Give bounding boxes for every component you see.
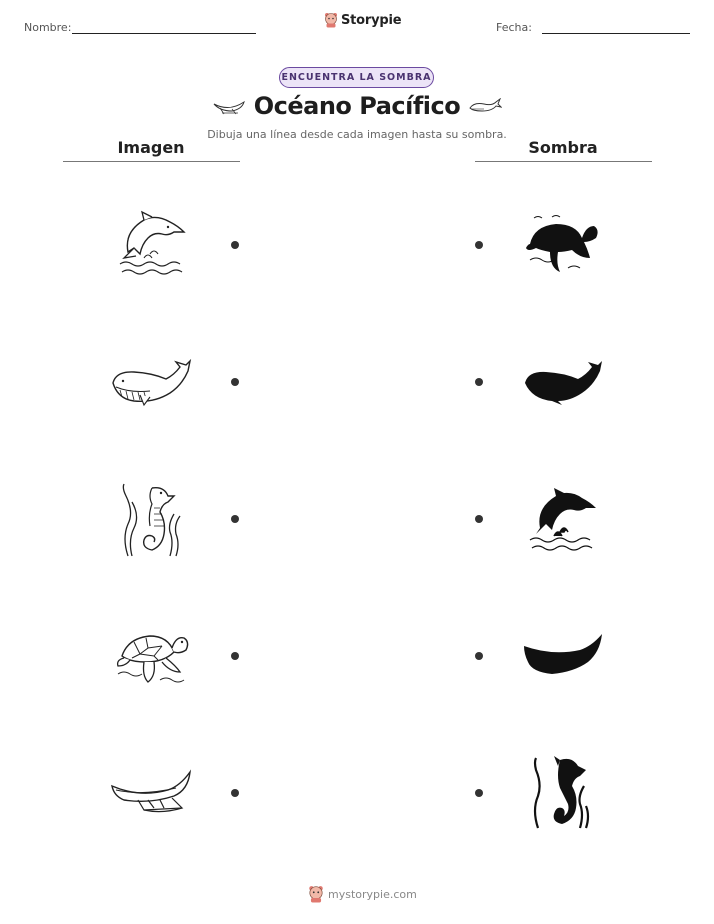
turtle-shadow-icon	[524, 214, 600, 274]
dolphin-outline-icon	[114, 208, 188, 278]
dolphin-shadow-icon	[526, 484, 598, 554]
name-label: Nombre:	[24, 21, 72, 34]
column-rule-right	[475, 161, 652, 162]
match-dot-right-4[interactable]	[475, 652, 483, 660]
whale-shadow-icon	[522, 357, 604, 407]
match-dot-left-5[interactable]	[231, 789, 239, 797]
bear-mascot-icon	[308, 885, 324, 903]
match-dot-left-3[interactable]	[231, 515, 239, 523]
name-line[interactable]	[72, 33, 256, 34]
turtle-outline-icon	[114, 626, 190, 686]
bear-mascot-icon	[324, 12, 338, 28]
canoe-outline-icon	[110, 768, 192, 816]
match-dot-right-5[interactable]	[475, 789, 483, 797]
column-rule-left	[63, 161, 240, 162]
match-dot-left-1[interactable]	[231, 241, 239, 249]
seahorse-shadow-icon	[530, 754, 594, 830]
match-dot-left-4[interactable]	[231, 652, 239, 660]
match-dot-right-2[interactable]	[475, 378, 483, 386]
column-head-shadow: Sombra	[528, 138, 598, 157]
brand-name: Storypie	[341, 12, 402, 28]
date-line[interactable]	[542, 33, 690, 34]
brand-logo	[324, 12, 401, 28]
whale-outline-icon	[110, 357, 192, 407]
column-head-image: Imagen	[117, 138, 185, 157]
instructions: Dibuja una línea desde cada imagen hasta su sombra.	[207, 128, 507, 141]
match-dot-left-2[interactable]	[231, 378, 239, 386]
match-dot-right-1[interactable]	[475, 241, 483, 249]
date-label: Fecha:	[496, 21, 532, 34]
seahorse-outline-icon	[118, 482, 184, 558]
whale-decoration-icon	[468, 98, 502, 114]
footer-url[interactable]: mystorypie.com	[328, 887, 417, 901]
canoe-shadow-icon	[522, 632, 604, 678]
footer	[308, 885, 417, 903]
match-dot-right-3[interactable]	[475, 515, 483, 523]
page-title: Océano Pacífico	[253, 92, 461, 120]
activity-badge: ENCUENTRA LA SOMBRA	[279, 67, 434, 88]
